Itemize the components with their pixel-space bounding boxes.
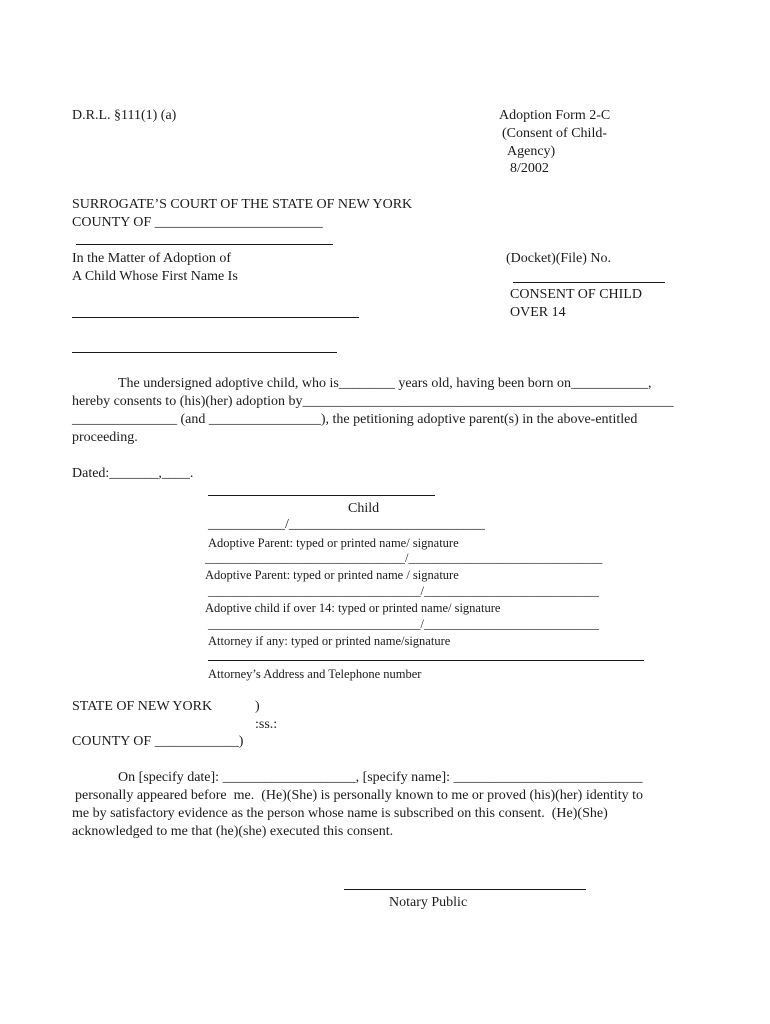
matter-line-2: A Child Whose First Name Is — [72, 269, 238, 284]
attorney-signature-line: __________________________________/____________________________ — [208, 617, 599, 631]
caption-bottom-rule — [72, 352, 337, 353]
parent1-signature-line: ___________/____________________________ — [208, 517, 485, 532]
child-name-line — [72, 317, 359, 318]
form-date: 8/2002 — [510, 161, 549, 176]
form-subtitle-1: (Consent of Child- — [502, 126, 607, 141]
statute-reference: D.R.L. §111(1) (a) — [72, 108, 177, 123]
ack-line-3: me by satisfactory evidence as the person whose name is subscribed on this consent. (He)(She) — [72, 806, 608, 821]
parent1-signature-label: Adoptive Parent: typed or printed name/ signature — [208, 536, 459, 550]
document-title-2: OVER 14 — [510, 305, 566, 320]
consent-line-3: _______________ (and ________________), the petitioning adoptive parent(s) in the above-entitled — [72, 412, 638, 427]
child14-signature-line: __________________________________/____________________________ — [208, 584, 599, 598]
consent-line-4: proceeding. — [72, 430, 138, 445]
form-subtitle-2: Agency) — [507, 144, 556, 159]
attorney-address-line — [208, 660, 644, 661]
docket-label: (Docket)(File) No. — [506, 251, 611, 266]
venue-county: COUNTY OF ____________) — [72, 734, 244, 749]
venue-state: STATE OF NEW YORK — [72, 699, 213, 714]
ack-line-2: personally appeared before me. (He)(She) is personally known to me or proved (his)(her) identity to — [75, 788, 643, 803]
parent2-signature-line: ________________________________/_______________________________ — [205, 551, 603, 565]
court-county: COUNTY OF ________________________ — [72, 215, 323, 230]
attorney-signature-label: Attorney if any: typed or printed name/signature — [208, 634, 451, 648]
notary-signature-line — [344, 889, 586, 890]
docket-number-line — [513, 282, 665, 283]
child-signature-line — [208, 495, 435, 496]
consent-line-2: hereby consents to (his)(her) adoption by_____________________________________________________ — [72, 394, 674, 409]
ack-line-1: On [specify date]: ___________________, [specify name]: ___________________________ — [118, 770, 643, 785]
consent-line-1: The undersigned adoptive child, who is________ years old, having been born on___________, — [118, 376, 652, 391]
document-title-1: CONSENT OF CHILD — [510, 287, 642, 302]
parent2-signature-label: Adoptive Parent: typed or printed name / signature — [205, 568, 459, 582]
matter-line-1: In the Matter of Adoption of — [72, 251, 232, 266]
ack-line-4: acknowledged to me that (he)(she) executed this consent. — [72, 824, 394, 839]
court-name: SURROGATE’S COURT OF THE STATE OF NEW YORK — [72, 197, 413, 212]
venue-paren: ) — [255, 699, 260, 714]
dated-line: Dated:_______,____. — [72, 466, 194, 481]
venue-ss: :ss.: — [255, 717, 278, 732]
attorney-address-label: Attorney’s Address and Telephone number — [208, 667, 422, 681]
caption-top-rule — [76, 244, 333, 245]
child-signature-label: Child — [348, 501, 380, 516]
notary-public-label: Notary Public — [389, 895, 468, 910]
form-number: Adoption Form 2-C — [499, 108, 611, 123]
child14-signature-label: Adoptive child if over 14: typed or printed name/ signature — [205, 601, 501, 615]
